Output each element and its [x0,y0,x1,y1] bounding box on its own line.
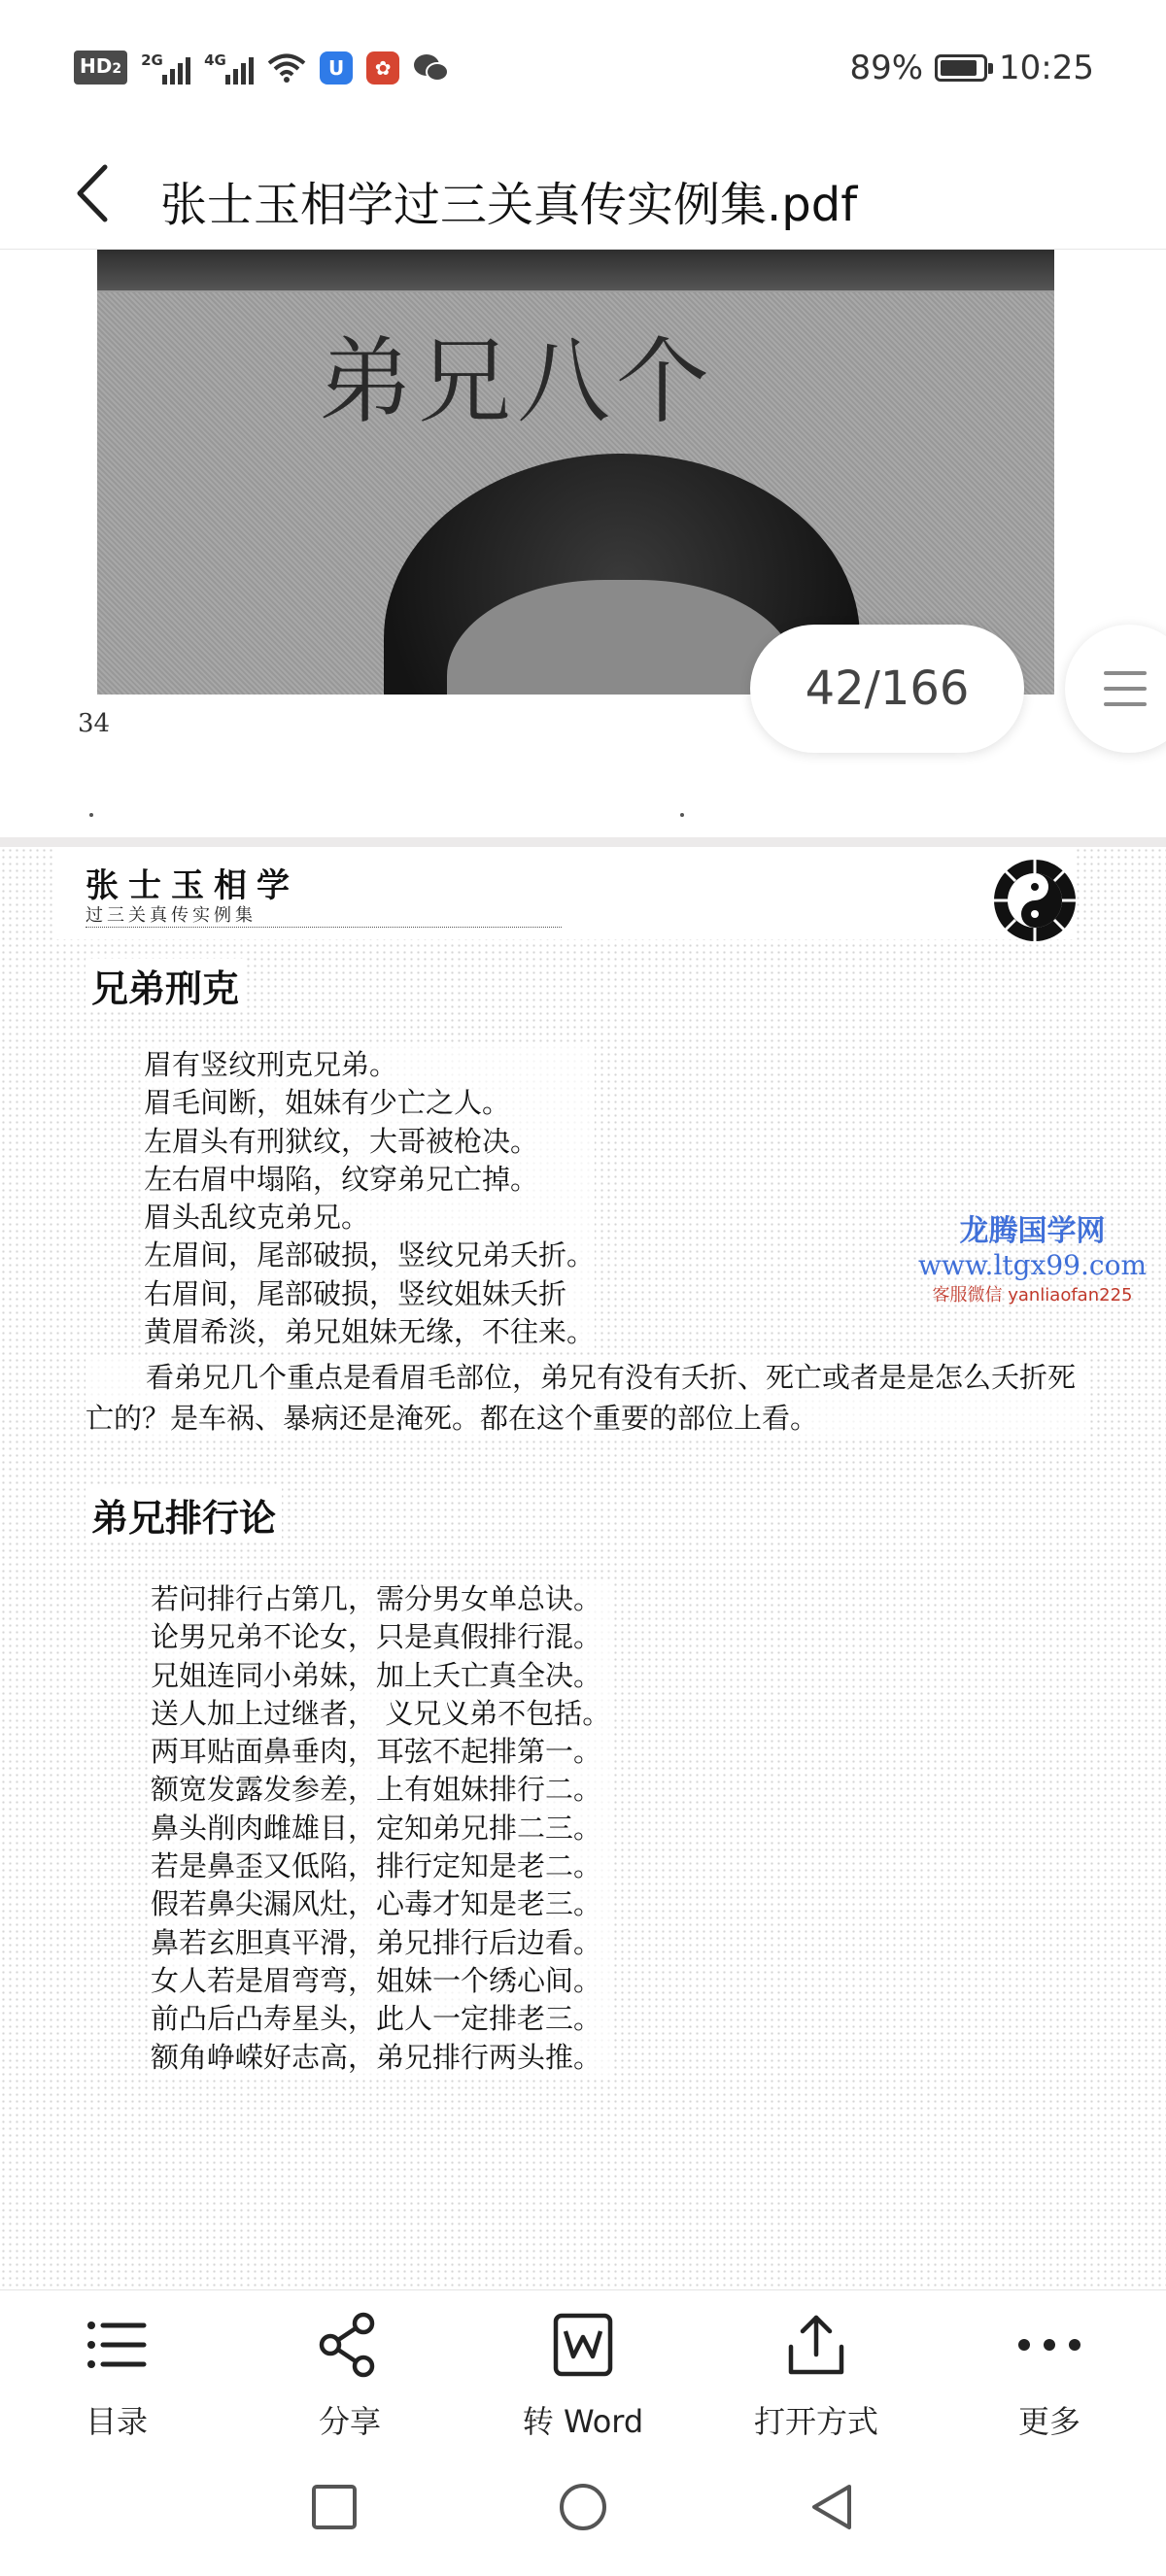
toolbar-label: 分享 [318,2403,381,2440]
text-block [151,1580,610,2077]
text-line: 送人加上过继者， 义兄义弟不包括。 [151,1695,610,1733]
battery-icon [935,54,987,82]
watermark [918,1206,1147,1306]
app-notification-icon: ✿ [366,51,399,85]
text-line: 黄眉希淡，弟兄姐妹无缘，不往来。 [144,1313,595,1351]
more-icon [1016,2312,1082,2378]
paragraph: 看弟兄几个重点是看眉毛部位，弟兄有没有夭折、死亡或者是是怎么夭折死亡的？是车祸、暴病还是淹死。都在这个重要的部位上看。 [86,1357,1086,1439]
wechat-icon [413,52,450,84]
title-bar [0,146,1166,250]
bottom-toolbar [0,2289,1166,2446]
back-nav-icon[interactable] [806,2482,857,2532]
signal-icon: 4G [204,51,254,85]
pdf-page [0,250,1166,837]
status-right [849,49,1094,87]
watermark-name: 龙腾国学网 [959,1214,1106,1248]
word-icon [550,2312,616,2378]
photo-caption: 弟兄八个 [319,327,715,436]
toolbar-more-button[interactable] [933,2290,1166,2446]
document-title: 张士玉相学过三关真传实例集.pdf [160,178,858,232]
text-line: 左右眉中塌陷，纹穿弟兄亡掉。 [144,1161,595,1199]
text-line: 眉头乱纹克弟兄。 [144,1199,595,1237]
pdf-viewer[interactable] [0,250,1166,2289]
text-line: 左眉头有刑狱纹，大哥被枪决。 [144,1123,595,1161]
text-line: 前凸后凸寿星头，此人一定排老三。 [151,2000,610,2038]
watermark-contact: 客服微信 yanliaofan225 [932,1285,1133,1305]
toolbar-label: 转 Word [522,2403,644,2440]
system-nav-bar [0,2445,1166,2576]
text-line: 右眉间，尾部破损，竖纹姐妹夭折 [144,1275,595,1313]
status-left [74,51,450,85]
status-bar [0,0,1166,146]
open-with-icon [783,2312,849,2378]
printed-page-number: 34 [78,709,111,738]
battery-percent: 89% [849,49,924,87]
recent-apps-icon[interactable] [309,2482,360,2532]
list-icon [84,2312,150,2378]
text-line: 眉毛间断，姐妹有少亡之人。 [144,1084,595,1122]
text-line: 假若鼻尖漏风灶，心毒才知是老三。 [151,1885,610,1923]
page-indicator[interactable]: 42/166 [750,625,1024,753]
page-header-subtitle: 过三关真传实例集 [86,905,257,926]
section-title: 弟兄排行论 [86,1488,282,1542]
pdf-page [0,847,1166,2289]
share-icon [317,2312,383,2378]
text-line: 额角峥嵘好志高，弟兄排行两头推。 [151,2039,610,2077]
bagua-logo-icon [991,857,1079,944]
toolbar-share-button[interactable] [233,2290,466,2446]
text-line: 女人若是眉弯弯，姐妹一个绣心间。 [151,1962,610,2000]
home-icon[interactable] [558,2482,608,2532]
text-line: 鼻头削肉雌雄目，定知弟兄排二三。 [151,1810,610,1847]
text-line: 鼻若玄胆真平滑，弟兄排行后边看。 [151,1924,610,1962]
watermark-url: www.ltgx99.com [917,1249,1147,1281]
app-notification-icon: U [320,51,353,85]
text-line: 两耳贴面鼻垂肉，耳弦不起排第一。 [151,1733,610,1771]
page-header-title: 张士玉相学 [86,866,299,905]
text-block [144,1046,595,1351]
text-line: 论男兄弟不论女，只是真假排行混。 [151,1618,610,1656]
text-line: 额宽发露发参差，上有姐妹排行二。 [151,1771,610,1809]
text-line: 眉有竖纹刑克兄弟。 [144,1046,595,1084]
text-line: 若问排行占第几，需分男女单总诀。 [151,1580,610,1618]
toolbar-label: 更多 [1017,2403,1080,2440]
wifi-icon [267,52,306,84]
signal-icon: 2G [141,51,190,85]
section-title: 兄弟刑克 [86,959,245,1012]
back-arrow-icon[interactable] [70,159,119,227]
toolbar-convert-word-button[interactable] [466,2290,700,2446]
toolbar-label: 目录 [85,2403,148,2440]
toolbar-open-with-button[interactable] [700,2290,933,2446]
hd-badge: HD2 [74,51,127,85]
text-line: 兄姐连同小弟妹，加上夭亡真全决。 [151,1657,610,1695]
clock: 10:25 [999,49,1094,87]
text-line: 若是鼻歪又低陷，排行定知是老二。 [151,1847,610,1885]
toolbar-label: 打开方式 [753,2403,878,2440]
toolbar-contents-button[interactable] [0,2290,233,2446]
text-line: 左眉间，尾部破损，竖纹兄弟夭折。 [144,1237,595,1274]
